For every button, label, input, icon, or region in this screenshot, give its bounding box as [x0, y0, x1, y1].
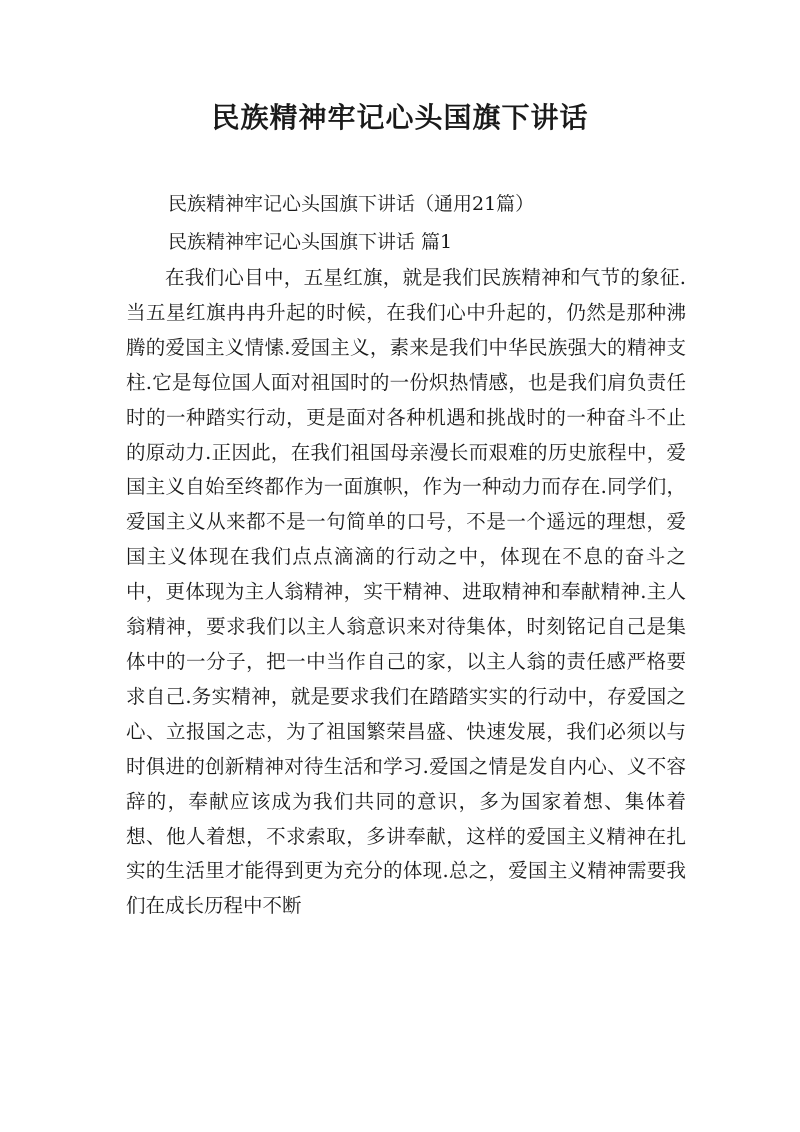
document-title: 民族精神牢记心头国旗下讲话: [211, 101, 589, 134]
body-paragraph: 在我们心目中，五星红旗，就是我们民族精神和气节的象征.当五星红旗冉冉升起的时候，在我们心中升起的，仍然是那种沸腾的爱国主义情愫.爱国主义，素来是我们中华民族强大的精神支柱.它是每位国人面对祖国时的一份炽热情感，也是我们肩负责任时的一种踏实行动，更是面对各种机遇和挑战时的一种奋斗不止的原动力.正因此，在我们祖国母亲漫长而艰难的历史旅程中，爱国主义自始至终都作为一面旗帜，作为一种动力而存在.同学们，爱国主义从来都不是一句简单的口号，不是一个遥远的理想，爱国主义体现在我们点点滴滴的行动之中，体现在不息的奋斗之中，更体现为主人翁精神，实干精神、进取精神和奉献精神.主人翁精神，要求我们以主人翁意识来对待集体，时刻铭记自己是集体中的一分子，把一中当作自己的家，以主人翁的责任感严格要求自己.务实精神，就是要求我们在踏踏实实的行动中，存爱国之心、立报国之志，为了祖国繁荣昌盛、快速发展，我们必须以与时俱进的创新精神对待生活和学习.爱国之情是发自内心、义不容辞的，奉献应该成为我们共同的意识，多为国家着想、集体着想、他人着想，不求索取，多讲奉献，这样的爱国主义精神在扎实的生活里才能得到更为充分的体现.总之，爱国主义精神需要我们在成长历程中不断: [126, 266, 686, 918]
collection-title: 民族精神牢记心头国旗下讲话（通用21篇）: [168, 193, 535, 215]
section-heading: 民族精神牢记心头国旗下讲话 篇1: [168, 231, 453, 253]
